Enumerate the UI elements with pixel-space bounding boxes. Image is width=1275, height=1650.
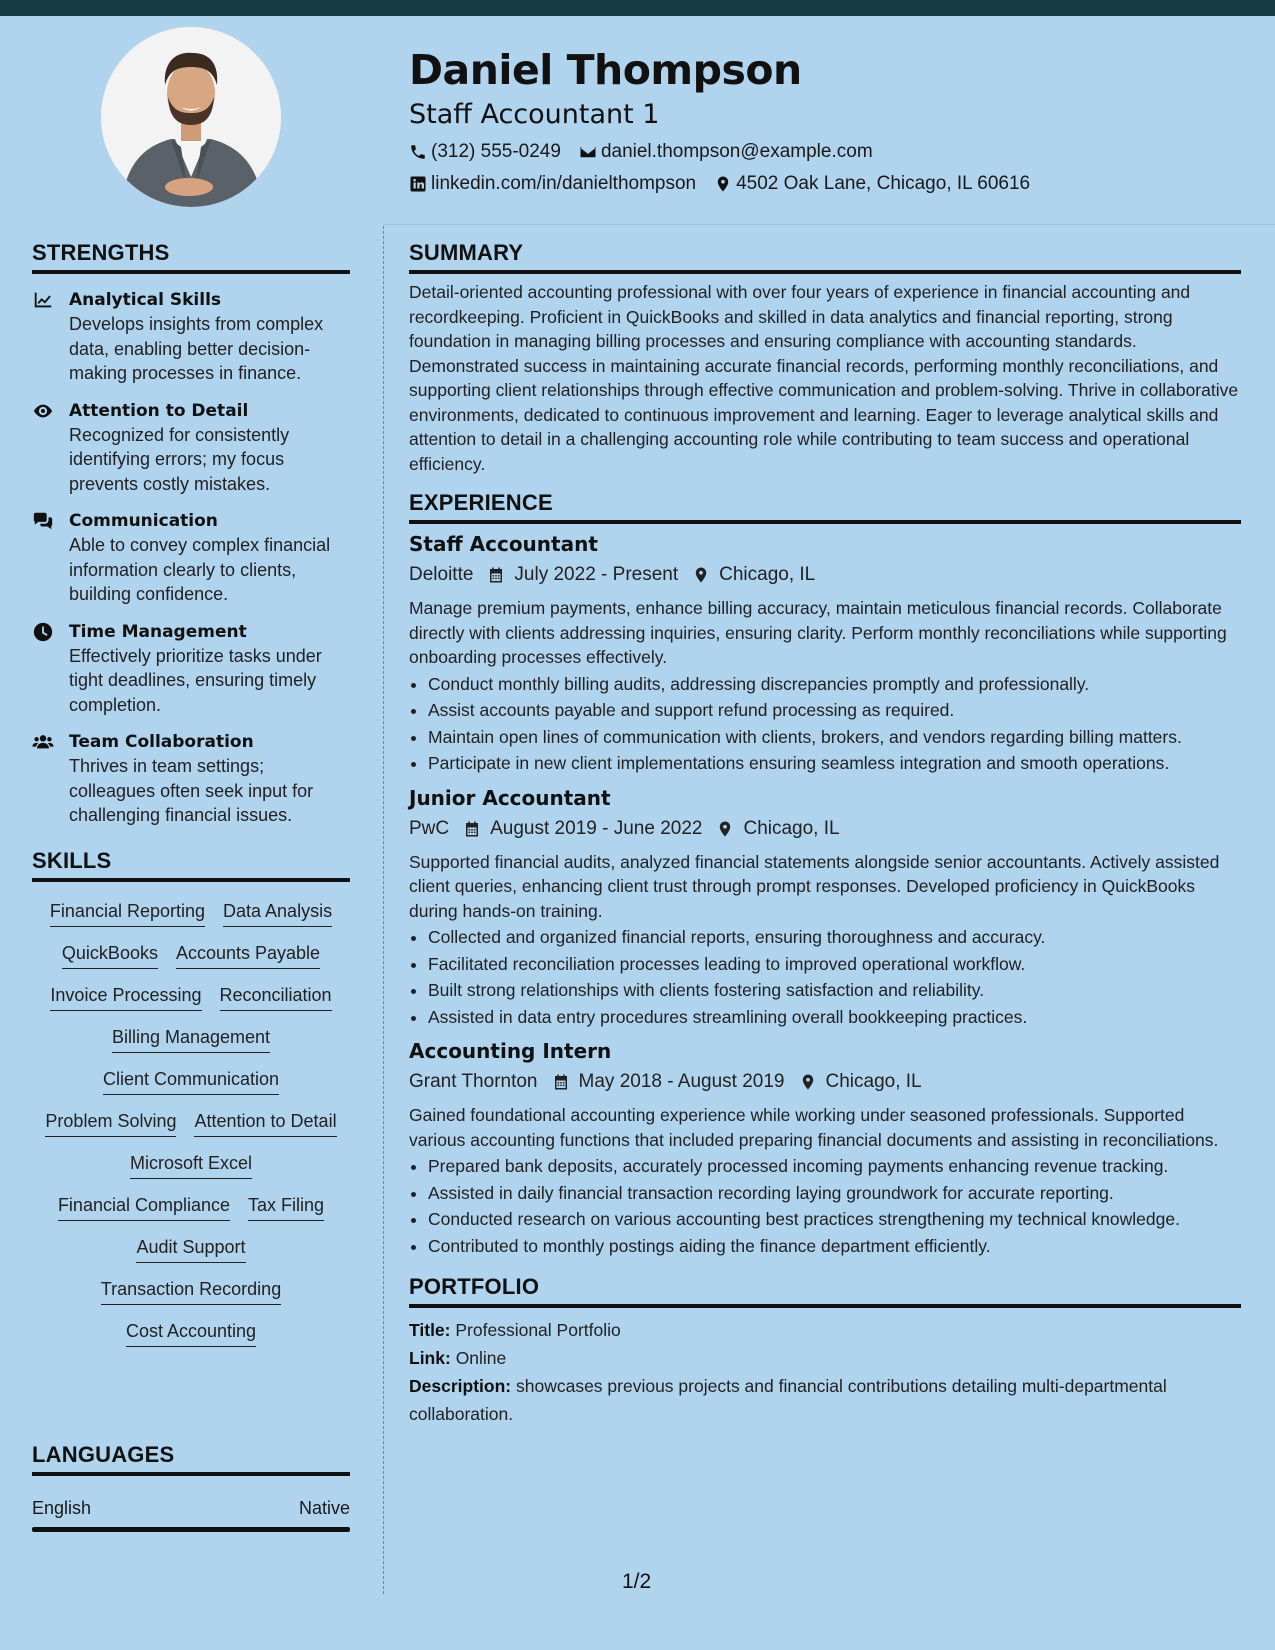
job-dates: May 2018 - August 2019 [578,1071,785,1092]
strength-desc: Thrives in team settings; colleagues often seek input for challenging financial issues. [69,756,314,825]
summary-text: Detail-oriented accounting professional with over four years of experience in financial accounting and recordkeeping. Proficient in QuickBooks and skilled in data analytics and financial reporting, strong foundation in managing billing processes and ensuring compliance with accounting standards. Demonstrated success in maintaining accurate financial records, performing monthly reconciliations, and supporting client relationships through effective communication and problem-solving. Thrive in collaborative environments, dedicated to continuous improvement and learning. Eager to leverage analytical skills and attention to detail in a challenging accounting role while contributing to team success and operational efficiency. [409,282,1239,474]
strengths-heading: STRENGTHS [32,240,350,274]
portfolio-title-label: Title: [409,1320,451,1340]
header-divider [383,224,1275,225]
strength-desc: Able to convey complex financial information clearly to clients, building confidence. [69,535,331,604]
strength-desc: Effectively prioritize tasks under tight deadlines, ensuring timely completion. [69,645,322,715]
envelope-icon [579,143,597,161]
skill-tag: Tax Filing [248,1193,324,1221]
strength-item [32,509,350,607]
skills-list [32,894,350,1356]
skill-tag: Client Communication [103,1067,279,1095]
strength-title: Analytical Skills [69,290,222,310]
right-column [409,240,1241,1428]
profile-photo [101,27,281,207]
strength-item [32,399,350,497]
linkedin-contact[interactable] [409,169,696,199]
job-bullet: • Built strong relationships with clients fostering satisfaction and reliability. [428,978,1241,1003]
job-bullet: • Conducted research on various accounting best practices strengthening my technical knowledge. [428,1207,1241,1232]
job-bullets [409,925,1241,1029]
phone-contact[interactable] [409,137,561,167]
job-title: Accounting Intern [409,1039,612,1063]
calendar-icon [552,1073,570,1091]
skill-tag: Data Analysis [223,899,332,927]
skill-tag: Invoice Processing [50,983,201,1011]
clock-icon [32,621,54,643]
strength-item [32,620,350,718]
chart-line-icon [32,289,54,311]
skill-tag: Problem Solving [45,1109,176,1137]
job-entry [409,784,1241,1030]
job-meta [409,1067,1241,1097]
experience-heading: EXPERIENCE [409,490,1241,524]
calendar-icon [487,566,505,584]
portfolio-heading: PORTFOLIO [409,1274,1241,1308]
job-location: Chicago, IL [719,564,816,585]
job-location: Chicago, IL [743,817,840,839]
job-bullet: • Contributed to monthly postings aiding the finance department efficiently. [428,1234,1241,1259]
strength-title: Team Collaboration [69,732,254,752]
language-level: Native [298,1498,350,1518]
job-title: Staff Accountant [409,532,598,556]
candidate-name: Daniel Thompson [409,46,802,94]
portfolio-description-label: Description: [409,1376,512,1396]
skill-tag: Reconciliation [220,983,332,1011]
map-marker-icon [799,1073,817,1091]
address-text: 4502 Oak Lane, Chicago, IL 60616 [736,173,1031,194]
eye-icon [32,400,54,422]
language-name: English [32,1498,92,1518]
column-divider [383,226,384,1594]
job-dates: July 2022 - Present [514,564,679,585]
summary-heading: SUMMARY [409,240,1241,274]
skill-tag: Cost Accounting [126,1319,256,1347]
job-company: PwC [409,817,450,839]
job-bullet: • Collected and organized financial reports, ensuring thoroughness and accuracy. [428,925,1241,950]
languages-section [32,1442,350,1532]
job-company: Grant Thornton [409,1071,538,1092]
portfolio-description-value: showcases previous projects and financial contributions detailing multi-departmental collaboration. [409,1376,1167,1424]
job-entry [409,530,1241,776]
linkedin-icon [409,175,427,193]
strength-title: Communication [69,511,218,531]
job-bullet: • Participate in new client implementations ensuring seamless integration and smooth operations. [428,751,1241,776]
skill-tag: Microsoft Excel [130,1151,252,1179]
skills-section [32,848,350,1356]
resume-header [409,42,1249,200]
comments-icon [32,510,54,532]
job-bullets [409,672,1241,776]
portfolio-details [409,1316,1241,1428]
languages-heading: LANGUAGES [32,1442,350,1476]
contact-row-1 [409,136,1249,168]
contact-row-2 [409,168,1249,200]
skill-tag: Billing Management [112,1025,270,1053]
strengths-list [32,288,350,828]
calendar-icon [463,820,481,838]
language-proficiency-bar [32,1527,350,1532]
top-bar [0,0,1275,16]
portfolio-description-line [409,1372,1241,1428]
skill-tag: Financial Reporting [50,899,205,927]
skill-tag: Transaction Recording [101,1277,281,1305]
email-contact[interactable] [579,137,873,167]
portfolio-link-label: Link: [409,1348,451,1368]
job-meta [409,814,1241,844]
skill-tag: QuickBooks [62,941,158,969]
left-column [32,240,350,1356]
portfolio-title-line [409,1316,1241,1344]
linkedin-text: linkedin.com/in/danielthompson [431,173,697,194]
map-marker-icon [716,820,734,838]
portfolio-title-value: Professional Portfolio [455,1320,621,1340]
job-bullet: • Conduct monthly billing audits, addressing discrepancies promptly and professionally. [428,672,1241,697]
job-bullet: • Assist accounts payable and support refund processing as required. [428,698,1241,723]
skill-tag: Attention to Detail [194,1109,336,1137]
skills-heading: SKILLS [32,848,350,882]
users-icon [32,731,54,753]
strength-item [32,288,350,386]
strength-title: Time Management [69,621,247,642]
phone-icon [409,143,427,161]
strength-item [32,730,350,828]
strength-desc: Develops insights from complex data, enabling better decision-making processes in finance. [69,314,324,383]
strength-title: Attention to Detail [69,400,249,421]
email-text: daniel.thompson@example.com [600,141,873,162]
job-bullet: • Prepared bank deposits, accurately processed incoming payments enhancing revenue tracking. [428,1154,1241,1179]
page-number: 1/2 [622,1570,652,1593]
job-bullet: • Facilitated reconciliation processes leading to improved operational workflow. [428,952,1241,977]
portfolio-link-value[interactable]: Online [455,1348,507,1368]
strength-desc: Recognized for consistently identifying errors; my focus prevents costly mistakes. [69,424,290,494]
skill-tag: Financial Compliance [58,1193,230,1221]
job-description: Gained foundational accounting experience while working under seasoned professionals. Supported various accounting functions that included preparing financial documents and assisting in reconciliations. [409,1105,1219,1150]
job-description: Supported financial audits, analyzed financial statements alongside senior accountants. Actively assisted client queries, enhancing client trust through prompt responses. Developed proficiency in QuickBooks during hands-on training. [409,851,1220,921]
job-entry [409,1037,1241,1258]
address-contact [714,169,1030,199]
skill-tag: Audit Support [136,1235,245,1263]
job-bullet: • Maintain open lines of communication with clients, brokers, and vendors regarding billing matters. [428,725,1241,750]
phone-text: (312) 555-0249 [431,141,561,162]
job-bullet: • Assisted in data entry procedures streamlining overall bookkeeping practices. [428,1005,1241,1030]
skill-tag: Accounts Payable [176,941,320,969]
job-dates: August 2019 - June 2022 [490,817,703,839]
portfolio-link-line [409,1344,1241,1372]
map-marker-icon [692,566,710,584]
map-marker-icon [714,175,732,193]
job-meta [409,560,1241,590]
language-row [32,1498,350,1519]
job-company: Deloitte [409,564,474,585]
job-bullet: • Assisted in daily financial transaction recording laying groundwork for accurate reporting. [428,1181,1241,1206]
job-location: Chicago, IL [825,1071,922,1092]
job-bullets [409,1154,1241,1258]
job-title: Junior Accountant [409,785,611,810]
job-description: Manage premium payments, enhance billing accuracy, maintain meticulous financial records. Collaborate directly with clients addressing inquiries, ensuring clarity. Perform monthly reconciliations while supporting onboarding processes effectively. [409,598,1227,667]
candidate-title: Staff Accountant 1 [409,99,660,130]
